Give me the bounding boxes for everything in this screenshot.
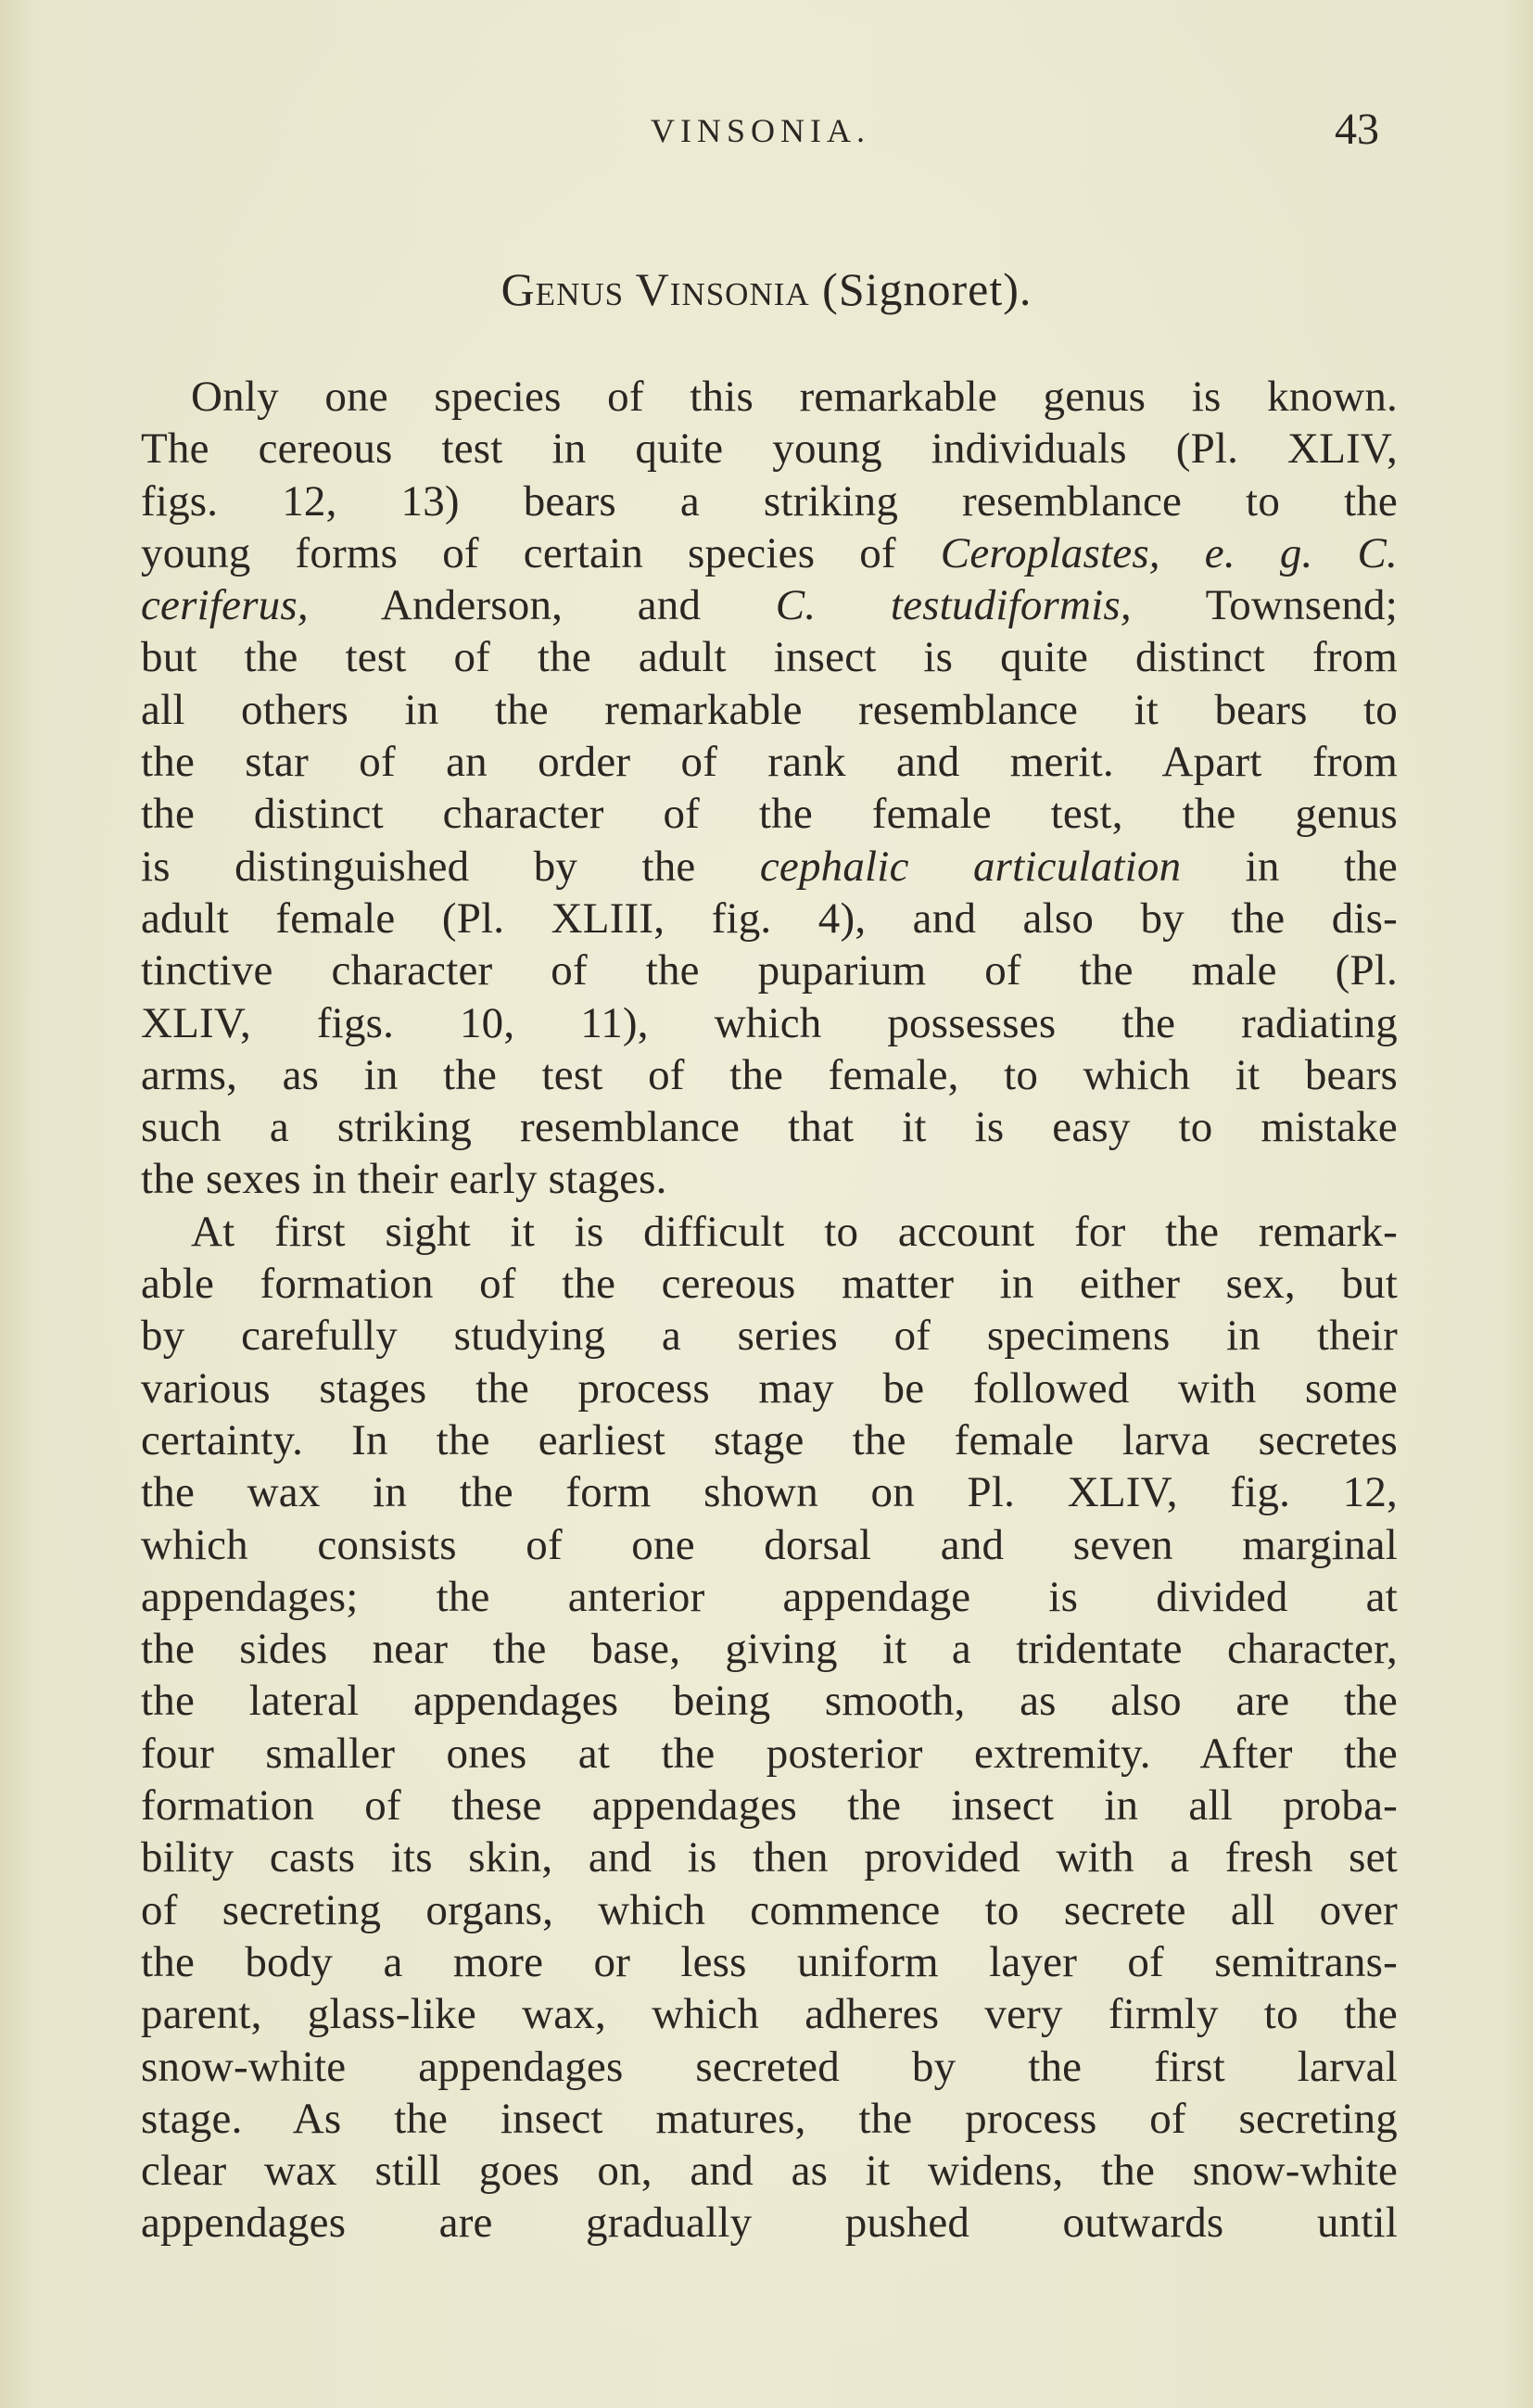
line-text: certainty. In the earliest stage the female larva secretes: [141, 1415, 1398, 1464]
running-head: [0, 104, 1533, 159]
body-text: [141, 371, 1398, 2250]
line-text: the sexes in their early stages.: [141, 1155, 667, 1204]
text-line: [141, 788, 1398, 840]
italic-text: Ceroplastes, e. g. C.: [940, 528, 1398, 577]
genus-heading-authority: (Signoret).: [822, 263, 1033, 315]
line-text: which consists of one dorsal and seven marginal: [141, 1520, 1398, 1569]
text-line: [141, 1675, 1398, 1727]
text-line: [141, 684, 1398, 736]
line-text: the body a more or less uniform layer of semitrans-: [141, 1937, 1398, 1986]
text-line: [141, 371, 1398, 423]
text-line: [141, 1153, 1398, 1205]
text-line: [141, 893, 1398, 944]
text-line: [141, 1049, 1398, 1101]
line-text: but the test of the adult insect is quite distinct from: [141, 633, 1398, 682]
line-text: able formation of the cereous matter in either sex, but: [141, 1260, 1398, 1309]
text-line: [141, 631, 1398, 683]
text-line: [141, 841, 1398, 893]
text-line: [141, 1310, 1398, 1362]
text-line: [141, 1884, 1398, 1936]
line-text: appendages are gradually pushed outwards until: [141, 2199, 1398, 2248]
text-line: [141, 1466, 1398, 1518]
line-text: young forms of certain species of: [141, 528, 941, 577]
text-line: [141, 579, 1398, 631]
line-text: formation of these appendages the insect in all proba-: [141, 1781, 1398, 1831]
line-text: XLIV, figs. 10, 11), which possesses the radiating: [141, 998, 1398, 1047]
text-line: [141, 1362, 1398, 1414]
text-line: [141, 1988, 1398, 2040]
text-line: [141, 2145, 1398, 2197]
text-line: [141, 1206, 1398, 1258]
line-text: the lateral appendages being smooth, as also are the: [141, 1677, 1398, 1726]
text-line: [141, 1519, 1398, 1571]
line-text: At first sight it is difficult to account for the remark-: [191, 1207, 1398, 1256]
italic-text: C. testudiformis,: [775, 581, 1132, 630]
line-text: Only one species of this remarkable genus is known.: [191, 373, 1398, 421]
line-text: Townsend;: [1131, 581, 1398, 630]
line-text: such a striking resemblance that it is easy to mistake: [141, 1103, 1398, 1152]
italic-text: cephalic articulation: [759, 842, 1182, 891]
line-text: clear wax still goes on, and as it widens, the snow-white: [141, 2147, 1398, 2196]
text-line: [141, 997, 1398, 1049]
text-line: [141, 736, 1398, 788]
text-line: [141, 1831, 1398, 1883]
line-text: of secreting organs, which commence to secrete all over: [141, 1885, 1398, 1934]
line-text: in the: [1181, 842, 1398, 891]
text-line: [141, 944, 1398, 996]
running-title: VINSONIA.: [651, 112, 870, 149]
line-text: tinctive character of the puparium of the male (Pl.: [141, 946, 1398, 995]
text-line: [141, 1780, 1398, 1831]
text-line: [141, 1571, 1398, 1623]
text-line: [141, 2093, 1398, 2145]
page-number: 43: [1335, 105, 1379, 154]
line-text: the wax in the form shown on Pl. XLIV, fig. 12,: [141, 1468, 1398, 1517]
line-text: figs. 12, 13) bears a striking resemblance to the: [141, 476, 1398, 526]
genus-heading-name: Genus Vinsonia: [500, 263, 810, 315]
genus-heading: [0, 262, 1533, 316]
text-line: [141, 423, 1398, 475]
text-line: [141, 2041, 1398, 2093]
line-text: various stages the process may be followed with some: [141, 1363, 1398, 1413]
line-text: the star of an order of rank and merit. Apart from: [141, 738, 1398, 787]
text-line: [141, 475, 1398, 527]
line-text: adult female (Pl. XLIII, fig. 4), and also by the dis-: [141, 893, 1398, 943]
text-line: [141, 1414, 1398, 1466]
line-text: appendages; the anterior appendage is divided at: [141, 1572, 1398, 1621]
line-text: is distinguished by the: [141, 842, 760, 891]
text-line: [141, 1101, 1398, 1153]
line-text: parent, glass-like wax, which adheres very firmly to the: [141, 1990, 1398, 2039]
line-text: the sides near the base, giving it a tridentate character,: [141, 1625, 1398, 1674]
line-text: arms, as in the test of the female, to which it bears: [141, 1050, 1398, 1099]
line-text: The cereous test in quite young individuals (Pl. XLIV,: [141, 425, 1398, 474]
line-text: bility casts its skin, and is then provided with a fresh set: [141, 1833, 1398, 1882]
line-text: stage. As the insect matures, the process of secreting: [141, 2094, 1398, 2143]
text-line: [141, 527, 1398, 579]
italic-text: ceriferus,: [141, 581, 309, 630]
line-text: four smaller ones at the posterior extremity. After the: [141, 1729, 1398, 1778]
line-text: snow-white appendages secreted by the first larval: [141, 2042, 1398, 2091]
text-line: [141, 2197, 1398, 2249]
line-text: Anderson, and: [308, 581, 776, 630]
text-line: [141, 1623, 1398, 1675]
text-line: [141, 1258, 1398, 1310]
line-text: all others in the remarkable resemblance it bears to: [141, 685, 1398, 734]
text-line: [141, 1936, 1398, 1988]
text-line: [141, 1728, 1398, 1780]
line-text: by carefully studying a series of specimens in their: [141, 1312, 1398, 1361]
line-text: the distinct character of the female test, the genus: [141, 790, 1398, 839]
